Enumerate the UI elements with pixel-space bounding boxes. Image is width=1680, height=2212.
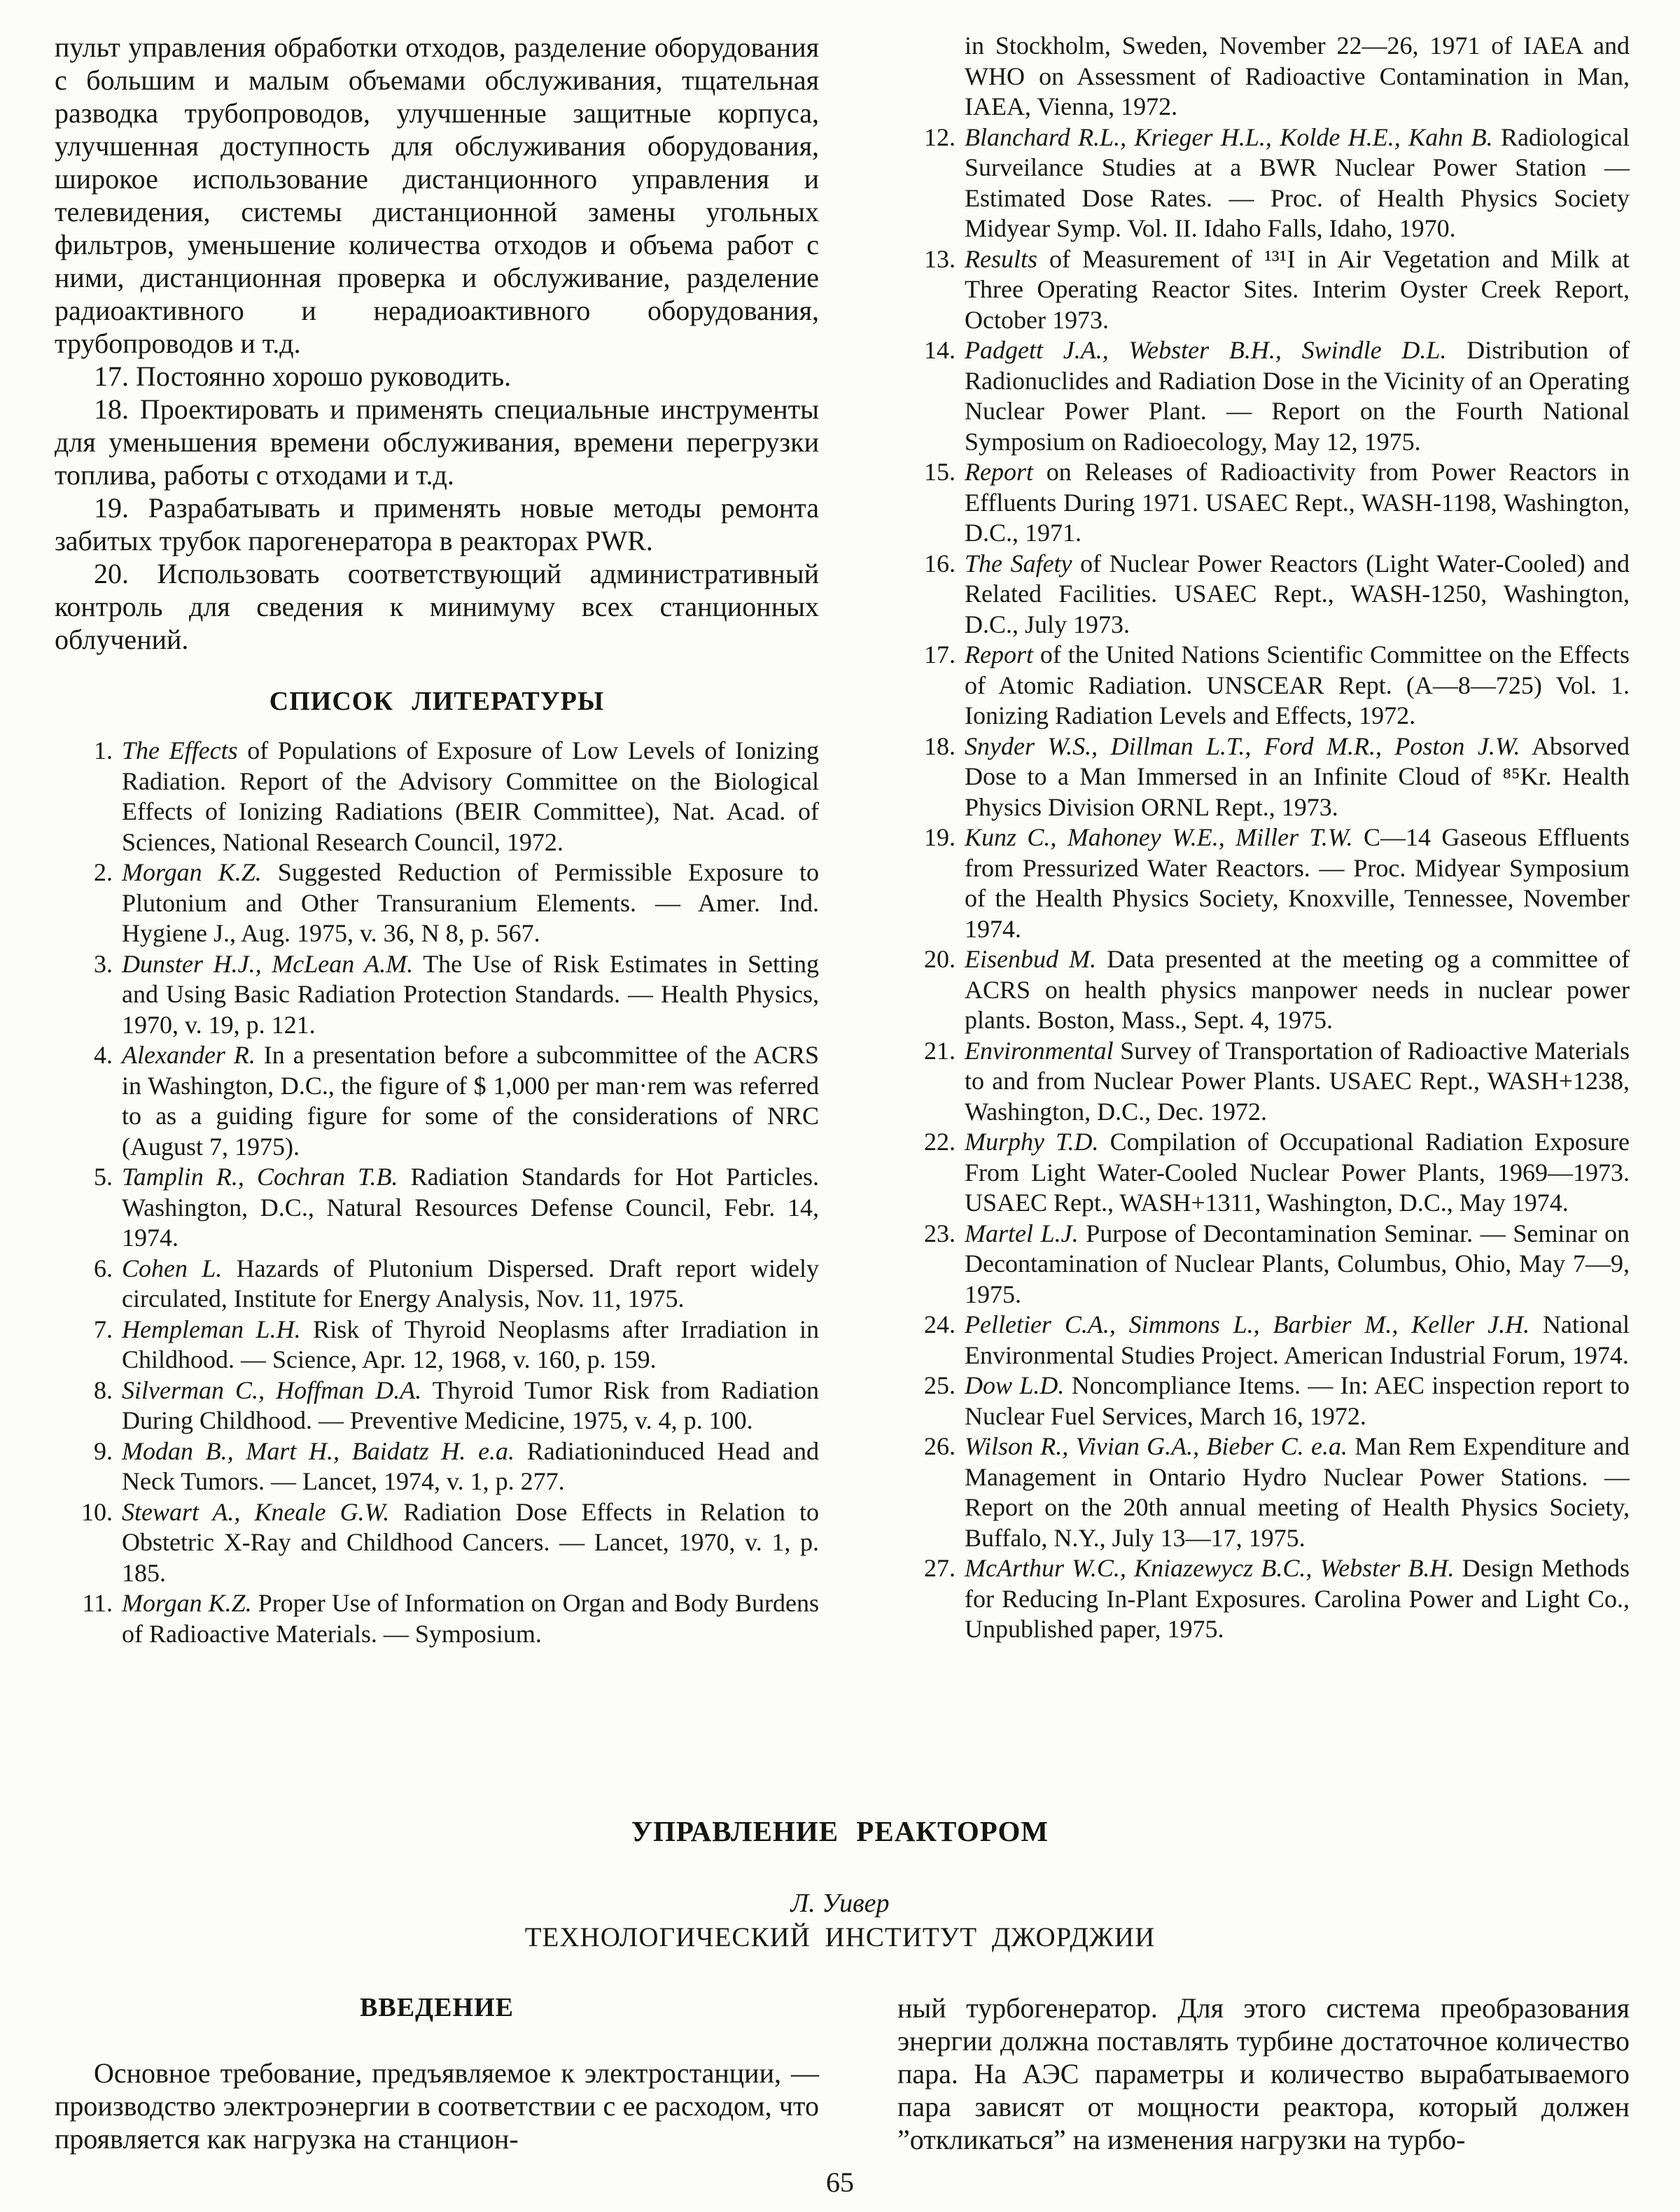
reference-item [897, 1371, 1630, 1432]
reference-text: Noncompliance Items. — In: AEC inspection report to Nuclear Fuel Services, March 16, 1972. [965, 1371, 1630, 1430]
reference-item [897, 944, 1630, 1036]
reference-number: 7. [94, 1315, 113, 1343]
reference-item [897, 122, 1630, 244]
reference-text: Data presented at the meeting og a committee of ACRS on health physics manpower needs in nuclear power plants. Boston, Mass., Sept. 4, 1975. [965, 945, 1630, 1034]
reference-number: 22. [924, 1128, 955, 1156]
reference-authors: Pelletier C.A., Simmons L., Barbier M., Keller J.H. [965, 1310, 1530, 1338]
reference-authors: Eisenbud M. [965, 945, 1097, 973]
reference-authors: Cohen L. [122, 1254, 223, 1282]
reference-item [55, 1162, 819, 1254]
reference-number: 5. [94, 1163, 113, 1191]
reference-number: 1. [94, 736, 113, 764]
reference-item [55, 1040, 819, 1162]
reference-item [55, 858, 819, 949]
reference-authors: Hempleman L.H. [122, 1315, 301, 1343]
reference-number: 10. [81, 1497, 113, 1526]
reference-authors: Padgett J.A., Webster B.H., Swindle D.L. [965, 336, 1447, 364]
reference-item [897, 1127, 1630, 1219]
reference-number: 19. [924, 823, 955, 851]
reference-text: Radiation Standards for Hot Particles. Washington, D.C., Natural Resources Defense Council, Febr. 14, 1974. [122, 1163, 819, 1252]
reference-item [55, 1315, 819, 1376]
reference-text: National Environmental Studies Project. American Industrial Forum, 1974. [965, 1310, 1630, 1369]
reference-authors: Snyder W.S., Dillman L.T., Ford M.R., Poston J.W. [965, 732, 1520, 760]
top-two-column-block [55, 31, 1630, 1795]
reference-item [897, 1310, 1630, 1371]
reference-authors: The Effects [122, 736, 238, 764]
reference-number: 11. [82, 1589, 113, 1617]
reference-item [55, 736, 819, 858]
reference-authors: Alexander R. [122, 1041, 255, 1069]
reference-item [897, 457, 1630, 549]
reference-authors: Wilson R., Vivian G.A., Bieber C. e.a. [965, 1432, 1348, 1460]
list-item: 20. Использовать соответствующий административный контроль для сведения к минимуму всех станционных облучений. [55, 558, 819, 655]
reference-text: of Populations of Exposure of Low Levels of Ionizing Radiation. Report of the Advisory Committee on the Biological Effects of Ionizing Radiations (BEIR Committee), Nat. Acad. of Sciences, National Research Council, 1972. [122, 736, 820, 856]
bottom-two-column-block [55, 1991, 1630, 2156]
reference-text: Design Methods for Reducing In-Plant Exposures. Carolina Power and Light Co., Unpublished paper, 1975. [965, 1554, 1630, 1643]
reference-item [897, 244, 1630, 336]
reference-authors: Tamplin R., Cochran T.B. [122, 1163, 398, 1191]
reference-number: 23. [924, 1219, 955, 1247]
intro-paragraph-right: ный турбогенератор. Для этого система преобразования энергии должна поставлять турбине достаточное количество пара. На АЭС параметры и количество вырабатываемого пара зависят от мощности реактора, который должен ”откликаться” на изменения нагрузки на турбо- [897, 1992, 1630, 2155]
reference-item [897, 1036, 1630, 1128]
reference-number: 6. [94, 1254, 113, 1282]
list-item: 17. Постоянно хорошо руководить. [94, 360, 512, 392]
reference-authors: Report [965, 458, 1033, 486]
reference-item [55, 1436, 819, 1497]
reference-authors: The Safety [965, 549, 1072, 578]
reference-item [897, 549, 1630, 640]
reference-number: 3. [94, 949, 113, 978]
reference-text: The Use of Risk Estimates in Setting and Using Basic Radiation Protection Standards. — Health Physics, 1970, v. 19, p. 121. [122, 949, 819, 1039]
reference-authors: Dunster H.J., McLean A.M. [122, 949, 414, 978]
reference-authors: Stewart A., Kneale G.W. [122, 1497, 390, 1526]
reference-number: 13. [924, 244, 955, 273]
reference-text: Suggested Reduction of Permissible Exposure to Plutonium and Other Transuranium Elements. — Amer. Ind. Hygiene J., Aug. 1975, v. 36, N 8, p. 567. [122, 858, 819, 947]
section-title: УПРАВЛЕНИЕ РЕАКТОРОМ [631, 1815, 1049, 1847]
reference-number: 14. [924, 336, 955, 364]
reference-number: 18. [924, 732, 955, 760]
reference-text: Absorved Dose to a Man Immersed in an Infinite Cloud of ⁸⁵Kr. Health Physics Division ORNL Rept., 1973. [965, 732, 1630, 821]
reference-number: 2. [94, 858, 113, 886]
reference-number: 15. [924, 458, 955, 486]
reference-text: In a presentation before a subcommittee of the ACRS in Washington, D.C., the figure of $ 1,000 per man·rem was referred to as a guiding figure for some of the considerations of NRC (August 7, 1975). [122, 1041, 819, 1161]
intro-left-column [55, 1991, 819, 2156]
list-item: 19. Разрабатывать и применять новые методы ремонта забитых трубок парогенератора в реакторах PWR. [55, 492, 819, 556]
reference-text: C—14 Gaseous Effluents from Pressurized Water Reactors. — Proc. Midyear Symposium of the Health Physics Society, Knoxville, Tennessee, November 1974. [965, 823, 1630, 943]
reference-number: 17. [924, 640, 955, 668]
reference-item [897, 1219, 1630, 1310]
reference-item [897, 822, 1630, 944]
reference-number: 27. [924, 1554, 955, 1582]
reference-text: Thyroid Tumor Risk from Radiation During Childhood. — Preventive Medicine, 1975, v. 4, p. 100. [122, 1376, 819, 1434]
reference-text: on Releases of Radioactivity from Power Reactors in Effluents During 1971. USAEC Rept., WASH-1198, Washington, D.C., 1971. [965, 458, 1630, 547]
reference-authors: Environmental [965, 1036, 1114, 1065]
reference-text: of Nuclear Power Reactors (Light Water-Cooled) and Related Facilities. USAEC Rept., WASH-1250, Washington, D.C., July 1973. [965, 549, 1630, 638]
reference-authors: Martel L.J. [965, 1219, 1079, 1247]
reference-authors: Report [965, 640, 1033, 668]
reference-number: 12. [924, 122, 955, 151]
paragraph-continuation: пульт управления обработки отходов, разделение оборудования с большим и малым объемами обслуживания, тщательная разводка трубопроводов, улучшенные защитные корпуса, улучшенная доступность для обслуживания оборудования, широкое использование дистанционного управления и телевидения, системы дистанционной замены угольных фильтров, уменьшение количества отходов и объема работ с ними, дистанционная проверка и обслуживание, разделение радиоактивного и нерадиоактивного оборудования, трубопроводов и т.д. [55, 31, 819, 359]
intro-right-column [897, 1991, 1630, 2156]
reference-item [897, 1432, 1630, 1553]
reference-text: Compilation of Occupational Radiation Exposure From Light Water-Cooled Nuclear Power Plants, 1969—1973. USAEC Rept., WASH+1311, Washington, D.C., May 1974. [965, 1128, 1630, 1217]
reference-item [55, 1588, 819, 1649]
reference-text: Man Rem Expenditure and Management in Ontario Hydro Nuclear Power Stations. — Report on the 20th annual meeting of Health Physics Society, Buffalo, N.Y., July 13—17, 1975. [965, 1432, 1630, 1552]
reference-text: of the United Nations Scientific Committee on the Effects of Atomic Radiation. UNSCEAR Rept. (A—8—725) Vol. 1. Ionizing Radiation Levels and Effects, 1972. [965, 640, 1630, 729]
reference-number: 20. [924, 945, 955, 973]
reference-text: Risk of Thyroid Neoplasms after Irradiation in Childhood. — Science, Apr. 12, 1968, v. 160, p. 159. [122, 1315, 819, 1373]
reference-authors: Kunz C., Mahoney W.E., Miller T.W. [965, 823, 1353, 851]
left-column [55, 31, 819, 1795]
list-item: 18. Проектировать и применять специальные инструменты для уменьшения времени обслуживания, времени перегрузки топлива, работы с отходами и т.д. [55, 393, 819, 491]
reference-text: Radiological Surveilance Studies at a BWR Nuclear Power Station — Estimated Dose Rates. — Proc. of Health Physics Society Midyear Symp. Vol. II. Idaho Falls, Idaho, 1970. [965, 122, 1630, 242]
right-column [897, 31, 1630, 1795]
reference-number: 8. [94, 1376, 113, 1404]
reference-text: Proper Use of Information on Organ and Body Burdens of Radioactive Materials. — Symposium. [122, 1589, 819, 1648]
reference-text: of Measurement of ¹³¹I in Air Vegetation and Milk at Three Operating Reactor Sites. Interim Oyster Creek Report, October 1973. [965, 244, 1630, 334]
reference-number: 16. [924, 549, 955, 578]
reference-text: Purpose of Decontamination Seminar. — Seminar on Decontamination of Nuclear Plants, Columbus, Ohio, May 7—9, 1975. [965, 1219, 1630, 1308]
reference-number: 25. [924, 1371, 955, 1399]
reference-item [55, 1376, 819, 1436]
reference-number: 26. [924, 1432, 955, 1460]
bibliography-heading: СПИСОК ЛИТЕРАТУРЫ [269, 687, 605, 716]
reference-authors: Dow L.D. [965, 1371, 1065, 1399]
reference-authors: McArthur W.C., Kniazewycz B.C., Webster B.H. [965, 1554, 1455, 1582]
reference-text: Distribution of Radionuclides and Radiation Dose in the Vicinity of an Operating Nuclear Power Plant. — Report on the Fourth National Symposium on Radioecology, May 12, 1975. [965, 336, 1630, 456]
reference-continuation: in Stockholm, Sweden, November 22—26, 1971 of IAEA and WHO on Assessment of Radioactive Contamination in Man, IAEA, Vienna, 1972. [965, 31, 1630, 120]
reference-text: Radiationinduced Head and Neck Tumors. — Lancet, 1974, v. 1, p. 277. [122, 1436, 819, 1495]
reference-text: Survey of Transportation of Radioactive Materials to and from Nuclear Power Plants. USAEC Rept., WASH+1238, Washington, D.C., Dec. 1972. [965, 1036, 1630, 1126]
reference-authors: Morgan K.Z. [122, 858, 262, 886]
reference-text: Hazards of Plutonium Dispersed. Draft report widely circulated, Institute for Energy Analysis, Nov. 11, 1975. [122, 1254, 820, 1312]
reference-number: 21. [924, 1036, 955, 1065]
reference-authors: Silverman C., Hoffman D.A. [122, 1376, 422, 1404]
section-author: Л. Уивер [790, 1889, 890, 1918]
reference-item [897, 640, 1630, 732]
intro-heading: ВВЕДЕНИЕ [360, 1993, 514, 2022]
reference-text: Radiation Dose Effects in Relation to Obstetric X-Ray and Childhood Cancers. — Lancet, 1970, v. 1, p. 185. [122, 1497, 820, 1587]
reference-item [55, 1497, 819, 1589]
page-number: 65 [826, 2166, 854, 2198]
reference-item [55, 949, 819, 1041]
reference-item [55, 1254, 819, 1315]
reference-authors: Results [965, 244, 1037, 273]
intro-paragraph-left: Основное требование, предъявляемое к электростанции, — производство электроэнергии в соответствии с ее расходом, что проявляется как нагрузка на станцион- [55, 2057, 819, 2155]
reference-authors: Blanchard R.L., Krieger H.L., Kolde H.E., Kahn B. [965, 122, 1493, 151]
section-affiliation: ТЕХНОЛОГИЧЕСКИЙ ИНСТИТУТ ДЖОРДЖИИ [524, 1922, 1156, 1952]
reference-item [897, 335, 1630, 457]
reference-authors: Morgan K.Z. [122, 1589, 252, 1617]
reference-number: 4. [94, 1041, 113, 1069]
reference-authors: Murphy T.D. [965, 1128, 1099, 1156]
reference-number: 9. [94, 1436, 113, 1465]
reference-authors: Modan B., Mart H., Baidatz H. e.a. [122, 1436, 515, 1465]
reference-item [897, 732, 1630, 823]
reference-item [897, 1553, 1630, 1645]
reference-number: 24. [924, 1310, 955, 1338]
